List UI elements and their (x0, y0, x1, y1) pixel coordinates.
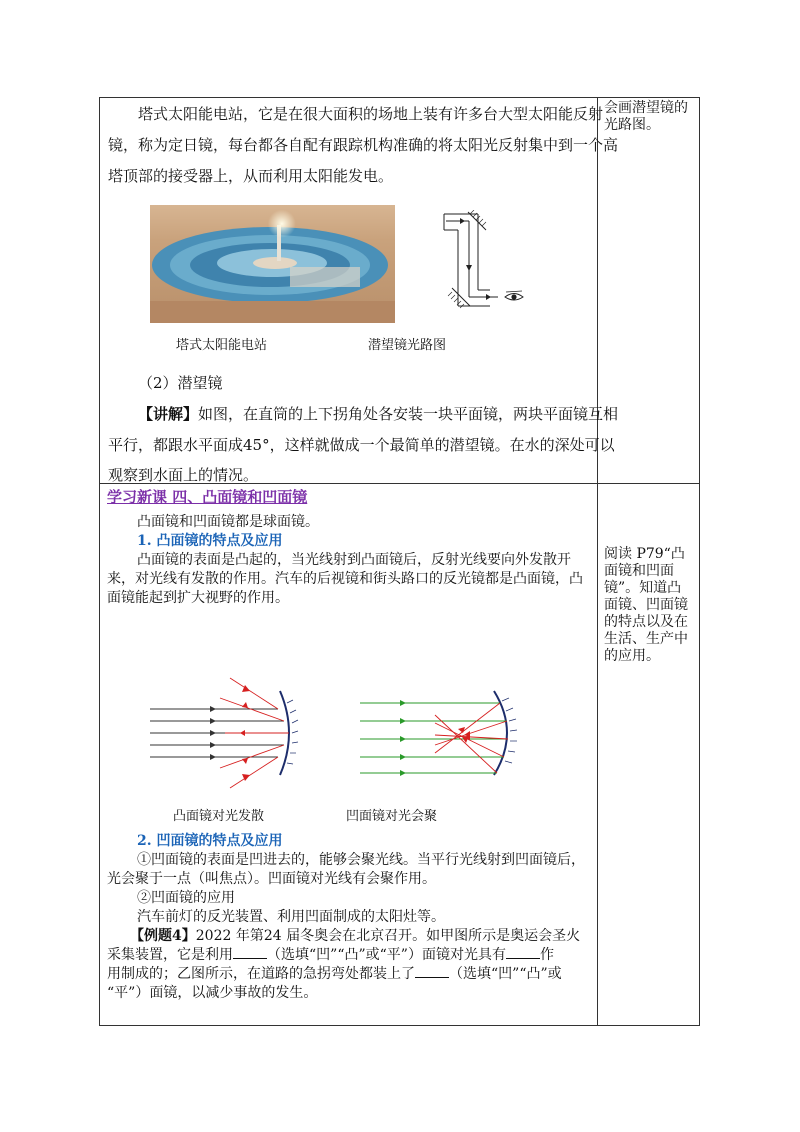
side-note-line: 的特点以及在 (604, 614, 688, 630)
paragraph-line: 塔式太阳能电站，它是在很大面积的场地上装有许多台大型太阳能反射 (138, 105, 604, 123)
paragraph-line: ②凹面镜的应用 (137, 890, 235, 906)
paragraph-line: ①凹面镜的表面是凹进去的，能够会聚光线。当平行光线射到凹面镜后， (137, 852, 585, 868)
example-line: 【例题4】2022 年第24 届冬奥会在北京召开。如甲图所示是奥运会圣火 (130, 928, 581, 944)
caption-concave: 凹面镜对光会聚 (346, 809, 438, 824)
section-title: 学习新课 四、凸面镜和凹面镜 (107, 488, 308, 506)
eye-icon (505, 291, 523, 300)
example-tag: 【例题4】 (130, 928, 196, 944)
paragraph-line: 来，对光线有发散的作用。汽车的后视镜和街头路口的反光镜都是凸面镜，凸 (107, 571, 583, 587)
explain-tag: 【讲解】 (138, 405, 199, 423)
side-note-line: 光路图。 (604, 117, 660, 133)
solar-station-photo (150, 205, 395, 323)
convex-mirror-diagram (150, 673, 310, 793)
heading-concave: 2. 凹面镜的特点及应用 (137, 833, 283, 849)
column-divider (597, 98, 598, 1025)
side-note-line: 生活、生产中 (604, 631, 688, 647)
paragraph-line: 塔顶部的接受器上，从而利用太阳能发电。 (108, 167, 394, 185)
heading-convex: 1. 凸面镜的特点及应用 (137, 533, 283, 549)
explain-line: 观察到水面上的情况。 (108, 466, 259, 484)
subheading-periscope: （2）潜望镜 (138, 374, 223, 392)
answer-blank[interactable] (233, 946, 267, 959)
answer-blank[interactable] (415, 965, 449, 978)
caption-periscope: 潜望镜光路图 (368, 338, 447, 353)
caption-convex: 凸面镜对光发散 (173, 809, 265, 824)
answer-blank[interactable] (506, 946, 540, 959)
explain-line: 平行，都跟水平面成45°，这样就做成一个最简单的潜望镜。在水的深处可以 (108, 436, 615, 454)
example-line: 采集装置，它是利用 （选填“凹”“凸”或“平”）面镜对光具有 作 (107, 947, 554, 963)
intro-line: 凸面镜和凹面镜都是球面镜。 (137, 514, 319, 530)
side-note-line: 的应用。 (604, 648, 660, 664)
lesson-table (99, 97, 700, 1026)
paragraph-line: 凸面镜的表面是凸起的，当光线射到凸面镜后，反射光线要向外发散开 (137, 552, 571, 568)
side-note-line: 会画潜望镜的 (604, 100, 688, 116)
example-line: “平”）面镜，以减少事故的发生。 (107, 985, 318, 1001)
paragraph-line: 面镜能起到扩大视野的作用。 (107, 590, 289, 606)
paragraph-line: 镜，称为定日镜，每台都各自配有跟踪机构准确的将太阳光反射集中到一个高 (108, 136, 619, 154)
side-note-line: 镜”。知道凸 (604, 580, 682, 596)
paragraph-line: 汽车前灯的反光装置、利用凹面制成的太阳灶等。 (137, 909, 445, 925)
side-note-line: 面镜、凹面镜 (604, 597, 688, 613)
paragraph-line: 光会聚于一点（叫焦点）。凹面镜对光线有会聚作用。 (107, 871, 436, 887)
side-note-line: 阅读 P79“凸 (604, 546, 685, 562)
side-note-line: 面镜和凹面 (604, 563, 674, 579)
explain-line: 【讲解】如图，在直筒的上下拐角处各安装一块平面镜，两块平面镜互相 (138, 405, 619, 423)
example-line: 用制成的；乙图所示，在道路的急拐弯处都装上了 （选填“凹”“凸”或 (107, 966, 562, 982)
periscope-diagram (438, 210, 538, 325)
caption-solar-station: 塔式太阳能电站 (176, 338, 268, 353)
concave-mirror-diagram (360, 673, 530, 793)
